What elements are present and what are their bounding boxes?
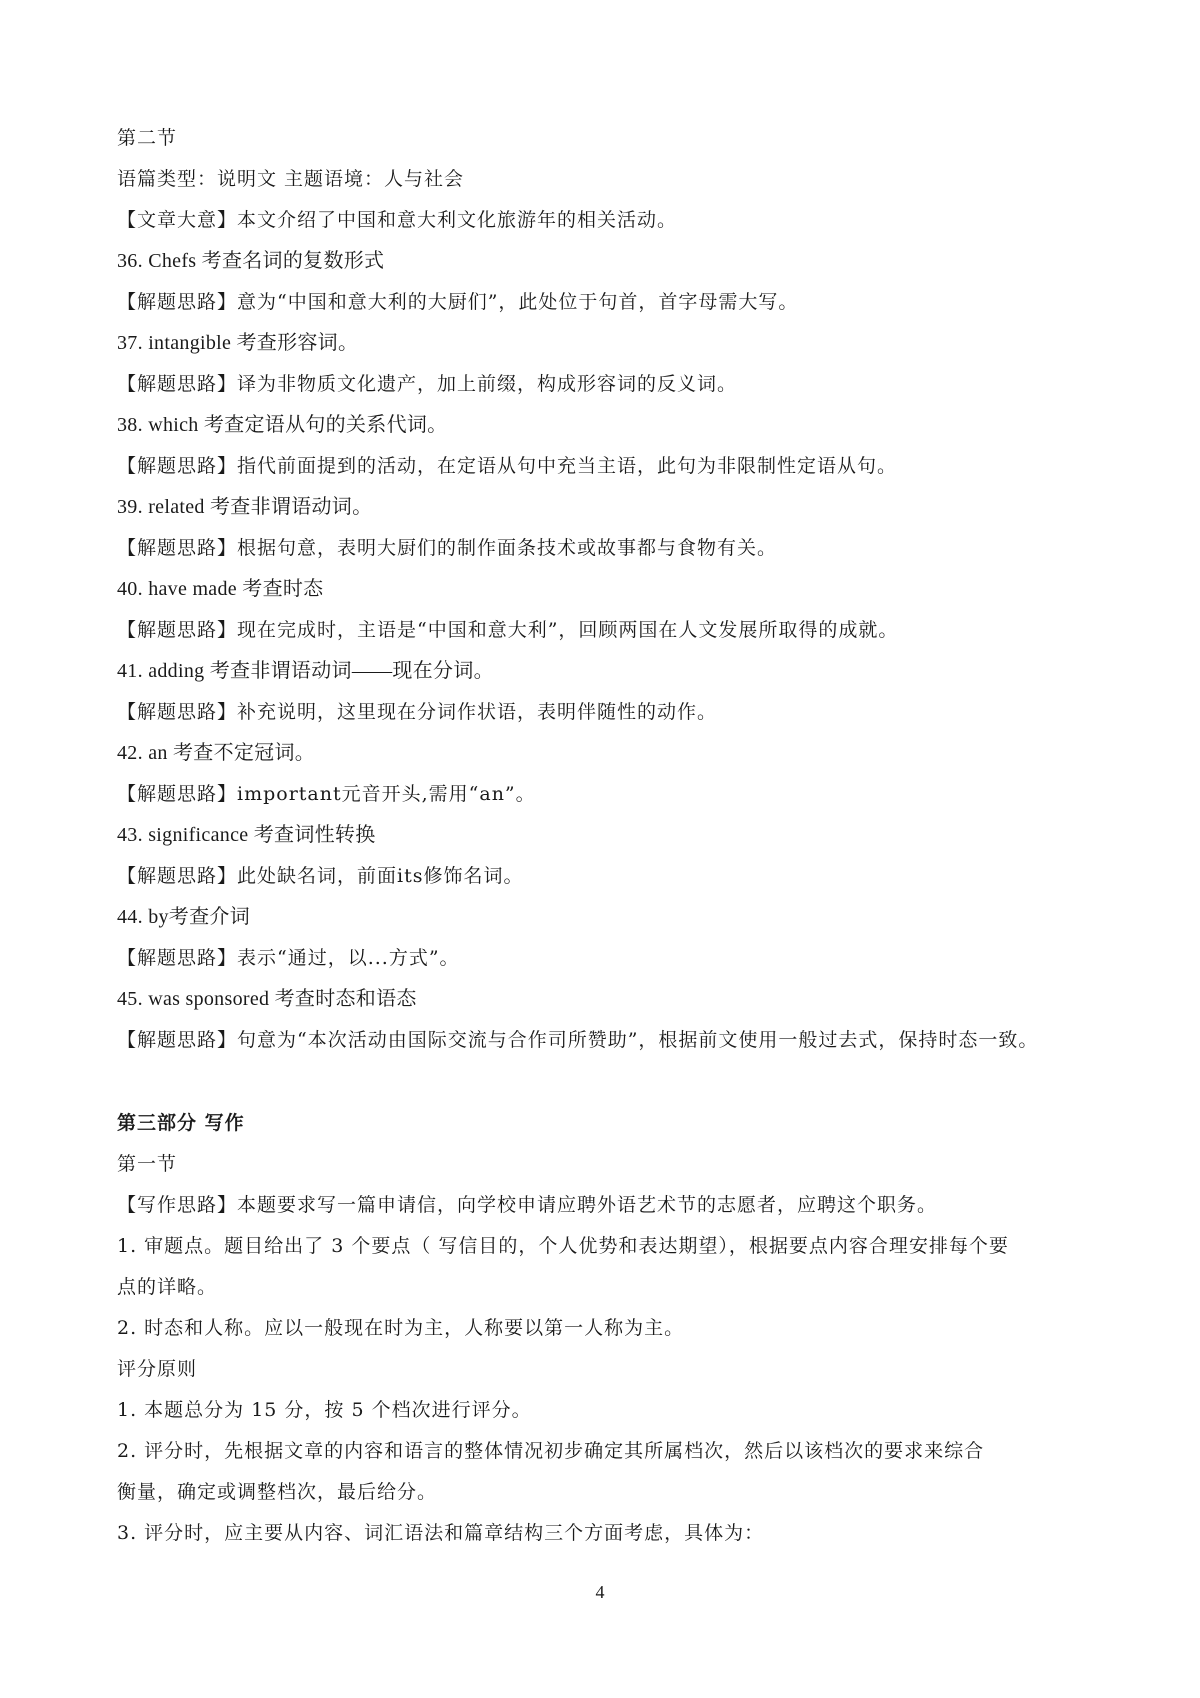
question-37: 37. intangible 考查形容词。 [117, 332, 359, 354]
point1-line2: 点的详略。 [117, 1276, 218, 1298]
section-title: 第二节 [117, 127, 178, 149]
page-content [117, 118, 1107, 1554]
page-number: 4 [595, 1582, 605, 1602]
summary-line: 【文章大意】本文介绍了中国和意大利文化旅游年的相关活动。 [117, 209, 678, 231]
answer-42: 【解题思路】important元音开头,需用“an”。 [117, 783, 536, 805]
question-38: 38. which 考查定语从句的关系代词。 [117, 414, 448, 436]
point2-line: 2. 时态和人称。应以一般现在时为主，人称要以第一人称为主。 [117, 1317, 685, 1339]
question-43: 43. significance 考查词性转换 [117, 824, 376, 846]
point1-line1: 1. 审题点。题目给出了 3 个要点（ 写信目的，个人优势和表达期望），根据要点内容合理安排每个要 [117, 1235, 1009, 1257]
part3-section-title: 第一节 [117, 1153, 178, 1175]
question-45: 45. was sponsored 考查时态和语态 [117, 988, 417, 1010]
question-44: 44. by考查介词 [117, 906, 250, 928]
section-spacer [117, 1061, 1107, 1103]
question-41: 41. adding 考查非谓语动词——现在分词。 [117, 660, 494, 682]
answer-44: 【解题思路】表示“通过，以...方式”。 [117, 947, 460, 969]
grading2-line1: 2. 评分时，先根据文章的内容和语言的整体情况初步确定其所属档次，然后以该档次的要求来综合 [117, 1440, 985, 1462]
part3-heading: 第三部分 写作 [117, 1112, 245, 1134]
answer-45: 【解题思路】句意为“本次活动由国际交流与合作司所赞助”，根据前文使用一般过去式，保持时态一致。 [117, 1029, 1039, 1051]
answer-40: 【解题思路】现在完成时，主语是“中国和意大利”，回顾两国在人文发展所取得的成就。 [117, 619, 899, 641]
answer-38: 【解题思路】指代前面提到的活动，在定语从句中充当主语，此句为非限制性定语从句。 [117, 455, 898, 477]
question-40: 40. have made 考查时态 [117, 578, 324, 600]
answer-39: 【解题思路】根据句意，表明大厨们的制作面条技术或故事都与食物有关。 [117, 537, 778, 559]
answer-36: 【解题思路】意为“中国和意大利的大厨们”，此处位于句首，首字母需大写。 [117, 291, 799, 313]
grading3-line: 3. 评分时，应主要从内容、词汇语法和篇章结构三个方面考虑，具体为： [117, 1522, 765, 1544]
question-39: 39. related 考查非谓语动词。 [117, 496, 373, 518]
answer-41: 【解题思路】补充说明，这里现在分词作状语，表明伴随性的动作。 [117, 701, 718, 723]
answer-37: 【解题思路】译为非物质文化遗产，加上前缀，构成形容词的反义词。 [117, 373, 738, 395]
genre-line: 语篇类型：说明文 主题语境：人与社会 [117, 168, 465, 190]
grading1-line: 1. 本题总分为 15 分，按 5 个档次进行评分。 [117, 1399, 532, 1421]
writing-approach: 【写作思路】本题要求写一篇申请信，向学校申请应聘外语艺术节的志愿者，应聘这个职务。 [117, 1194, 938, 1216]
question-36: 36. Chefs 考查名词的复数形式 [117, 250, 385, 272]
grading2-line2: 衡量，确定或调整档次，最后给分。 [117, 1481, 438, 1503]
question-42: 42. an 考查不定冠词。 [117, 742, 316, 764]
answer-43: 【解题思路】此处缺名词，前面its修饰名词。 [117, 865, 524, 887]
grading-title: 评分原则 [117, 1358, 198, 1380]
